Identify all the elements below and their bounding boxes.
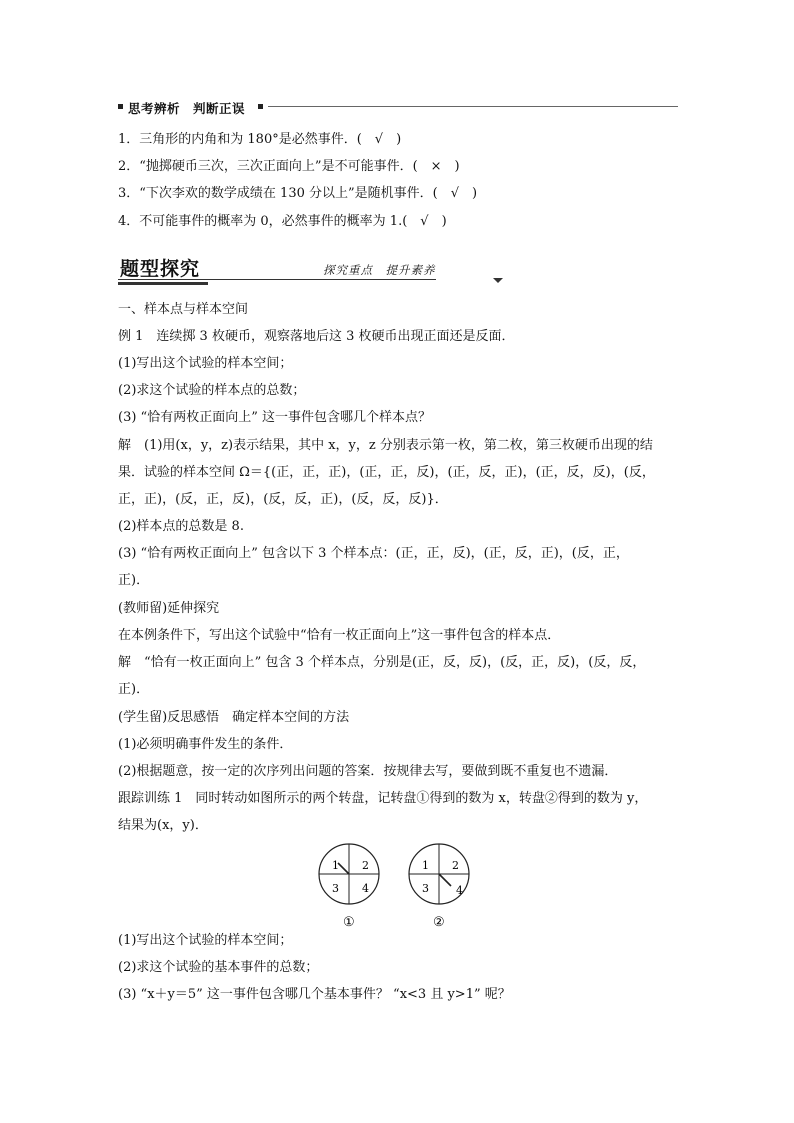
header-rule <box>268 106 678 107</box>
example-question: (1)写出这个试验的样本空间； <box>118 356 293 371</box>
spinner1-num: 1 <box>332 859 339 872</box>
topic-title: 题型探究 <box>120 258 201 280</box>
topic-subtitle: 探究重点 提升素养 <box>323 263 436 277</box>
judgment-item: 4．不可能事件的概率为 0，必然事件的概率为 1.( √ ) <box>118 214 447 229</box>
spinner1-num: 4 <box>362 882 369 895</box>
spinner2-num: 1 <box>422 859 429 872</box>
section-title: 思考辨析 判断正误 <box>128 101 246 116</box>
example-question: (3) “恰有两枚正面向上” 这一事件包含哪几个样本点？ <box>118 410 431 425</box>
spinner-diagram <box>318 842 478 934</box>
band-rule <box>118 279 436 280</box>
bullet-square-right <box>258 104 263 109</box>
spinner-2 <box>409 844 469 930</box>
bullet-square-left <box>118 104 123 109</box>
section-header <box>118 99 678 115</box>
reflection-item: (2)根据题意，按一定的次序列出问题的答案．按规律去写，要做到既不重复也不遗漏． <box>118 764 618 779</box>
exercise-question: (2)求这个试验的基本事件的总数； <box>118 960 319 975</box>
spinner-1 <box>319 844 379 930</box>
band-thick-rule <box>118 282 208 285</box>
exercise-statement: 跟踪训练 1 同时转动如图所示的两个转盘，记转盘①得到的数为 x，转盘②得到的数为 y， <box>118 791 648 806</box>
extension-heading: (教师留)延伸探究 <box>118 601 220 616</box>
judgment-item: 1．三角形的内角和为 180°是必然事件．( √ ) <box>118 132 402 147</box>
reflection-item: (1)必须明确事件发生的条件． <box>118 737 293 752</box>
solution-line: (2)样本点的总数是 8. <box>118 519 244 534</box>
spinner2-num: 4 <box>456 884 463 897</box>
spinner2-caption: ② <box>433 915 445 930</box>
subsection-heading: 一、样本点与样本空间 <box>118 302 249 317</box>
extension-solution: 解 “恰有一枚正面向上” 包含 3 个样本点，分别是(正，反，反)，(反，正，反)，(反，反， <box>118 655 646 670</box>
exercise-statement: 结果为(x，y)． <box>118 818 208 833</box>
exercise-question: (3) “x＋y＝5” 这一事件包含哪几个基本事件？ “x<3 且 y>1” 呢？ <box>118 987 511 1002</box>
solution-line: (3) “恰有两枚正面向上” 包含以下 3 个样本点：(正，正，反)，(正，反，正)，(反，正， <box>118 546 629 561</box>
judgment-item: 3．“下次李欢的数学成绩在 130 分以上”是随机事件．( √ ) <box>118 186 478 201</box>
solution-line: 解 (1)用(x，y，z)表示结果，其中 x，y，z 分别表示第一枚，第二枚，第三枚硬币出现的结 <box>118 438 653 453</box>
extension-question: 在本例条件下，写出这个试验中“恰有一枚正面向上”这一事件包含的样本点． <box>118 628 561 643</box>
extension-solution: 正)． <box>118 682 150 697</box>
reflection-heading: (学生留)反思感悟 确定样本空间的方法 <box>118 710 350 725</box>
example-question: (2)求这个试验的样本点的总数； <box>118 383 306 398</box>
exercise-question: (1)写出这个试验的样本空间； <box>118 933 293 948</box>
solution-line: 正)． <box>118 573 150 588</box>
spinner1-caption: ① <box>343 915 355 930</box>
example-statement: 例 1 连续掷 3 枚硬币，观察落地后这 3 枚硬币出现正面还是反面． <box>118 329 515 344</box>
solution-line: 正，正)，(反，正，反)，(反，反，正)，(反，反，反)}． <box>118 492 448 507</box>
spinner2-num: 2 <box>452 859 459 872</box>
spinner1-num: 3 <box>332 882 339 895</box>
spinner2-num: 3 <box>422 882 429 895</box>
topic-band <box>118 254 436 284</box>
spinner1-num: 2 <box>362 859 369 872</box>
judgment-item: 2．“抛掷硬币三次，三次正面向上”是不可能事件．( × ) <box>118 159 460 174</box>
solution-line: 果．试验的样本空间 Ω＝{(正，正，正)，(正，正，反)，(正，反，正)，(正，反，反)，(反， <box>118 465 655 480</box>
band-pointer-icon <box>493 278 503 283</box>
